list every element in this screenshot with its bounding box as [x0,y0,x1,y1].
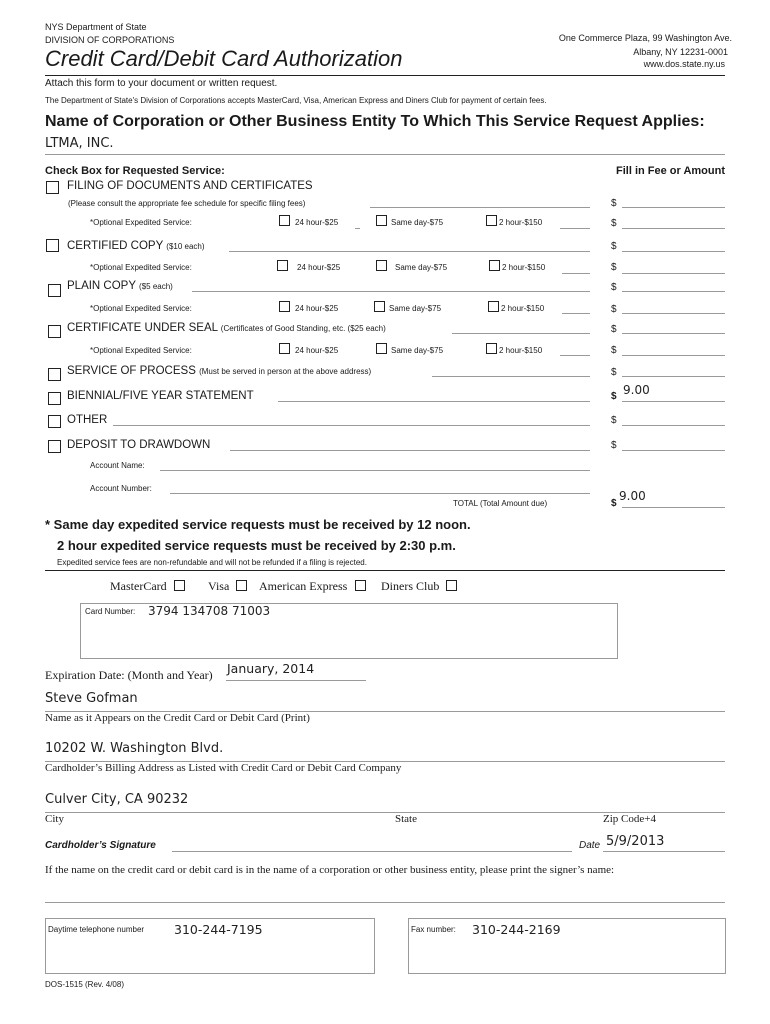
fee-heading: Fill in Fee or Amount [616,165,725,177]
deposit-label: DEPOSIT TO DRAWDOWN [67,439,211,451]
seal-dollar: $ [611,324,617,335]
plain-fee: ($5 each) [139,282,173,291]
seal-optional-label: *Optional Expedited Service: [90,346,192,355]
accepts-note: The Department of State's Division of Corporations accepts MasterCard, Visa, American Express and Diners Club for payment of certain fees. [45,96,547,105]
card-number-label: Card Number: [85,607,136,616]
certified-sameday-label: Same day-$75 [395,263,448,272]
date-label: Date [579,840,601,851]
biennial-line [278,401,590,402]
expiration-label: Expiration Date: (Month and Year) [45,668,213,682]
filing-fee-line[interactable] [622,207,725,208]
filing-line [370,207,590,208]
seal-24hr-checkbox[interactable] [279,343,290,354]
certified-24hr-checkbox[interactable] [277,260,288,271]
billing-address-value[interactable]: 10202 W. Washington Blvd. [45,741,224,756]
deposit-line [230,450,590,451]
card-number-box[interactable] [80,603,618,659]
form-title: Credit Card/Debit Card Authorization [45,46,403,71]
total-dollar: $ [611,498,617,509]
seal-2hr-label: 2 hour-$150 [499,346,543,355]
form-id: DOS-1515 (Rev. 4/08) [45,980,124,989]
account-number-label: Account Number: [90,484,152,493]
expiration-line [226,680,366,681]
certified-2hr-checkbox[interactable] [489,260,500,271]
seal-label: CERTIFICATE UNDER SEAL [67,322,218,334]
seal-24hr-label: 24 hour-$25 [295,346,339,355]
entity-name-line [45,154,725,155]
mastercard-checkbox[interactable] [174,580,185,591]
certified-label: CERTIFIED COPY [67,240,164,252]
address-line-1: One Commerce Plaza, 99 Washington Ave. [558,33,732,43]
dept-name: NYS Department of State [45,22,147,32]
other-line[interactable] [113,425,590,426]
plain-sameday-label: Same day-$75 [389,304,442,313]
process-fee-line[interactable] [622,376,725,377]
seal-opt-dollar: $ [611,345,617,356]
biennial-fee-line [622,401,725,402]
fax-label: Fax number: [411,925,456,934]
account-name-label: Account Name: [90,461,145,470]
date-value[interactable]: 5/9/2013 [606,834,665,849]
certified-fee: ($10 each) [166,242,205,251]
entity-signer-note: If the name on the credit card or debit card is in the name of a corporation or other business entity, please print the signer’s name: [45,864,615,876]
seal-opt-fee-line[interactable] [622,355,725,356]
plain-24hr-label: 24 hour-$25 [295,304,339,313]
biennial-dollar: $ [611,391,617,402]
seal-line [452,333,590,334]
other-checkbox[interactable] [48,415,61,428]
total-label: TOTAL (Total Amount due) [453,499,548,508]
deposit-dollar: $ [611,440,617,451]
certified-sameday-checkbox[interactable] [376,260,387,271]
website: www.dos.state.ny.us [643,59,725,69]
deposit-fee-line[interactable] [622,450,725,451]
biennial-amount[interactable]: 9.00 [623,383,650,397]
plain-opt-dollar: $ [611,304,617,315]
signature-label: Cardholder’s Signature [45,840,156,851]
amex-label: American Express [259,579,348,593]
state-label: State [395,813,417,825]
filing-sameday-label: Same day-$75 [391,218,444,227]
entity-heading: Name of Corporation or Other Business Entity To Which This Service Request Applies: [45,113,705,130]
filing-24hr-checkbox[interactable] [279,215,290,226]
plain-label-wrap [67,280,173,292]
amex-checkbox[interactable] [355,580,366,591]
filing-24hr-label: 24 hour-$25 [295,218,339,227]
certified-line [229,251,590,252]
plain-checkbox[interactable] [48,284,61,297]
two-hour-note: 2 hour expedited service requests must be received by 2:30 p.m. [57,538,456,553]
other-dollar: $ [611,415,617,426]
seal-checkbox[interactable] [48,325,61,338]
process-note: (Must be served in person at the above address) [199,367,372,376]
other-fee-line[interactable] [622,425,725,426]
seal-fee-line[interactable] [622,333,725,334]
filing-opt-gap [355,228,360,229]
filing-checkbox[interactable] [46,181,59,194]
plain-label: PLAIN COPY [67,280,136,292]
seal-sameday-label: Same day-$75 [391,346,444,355]
diners-checkbox[interactable] [446,580,457,591]
seal-label-wrap [67,322,386,334]
seal-note: (Certificates of Good Standing, etc. ($25 each) [220,324,386,333]
header-rule [45,75,725,76]
process-dollar: $ [611,367,617,378]
visa-checkbox[interactable] [236,580,247,591]
filing-note: (Please consult the appropriate fee schedule for specific filing fees) [68,199,306,208]
plain-sameday-checkbox[interactable] [374,301,385,312]
total-amount[interactable]: 9.00 [619,489,646,503]
phone-value[interactable]: 310-244-7195 [174,922,263,937]
filing-dollar: $ [611,198,617,209]
phone-label: Daytime telephone number [48,925,145,934]
certified-opt-dollar: $ [611,262,617,273]
phone-box[interactable] [45,918,375,974]
process-checkbox[interactable] [48,368,61,381]
plain-2hr-checkbox[interactable] [488,301,499,312]
holder-name-value[interactable]: Steve Gofman [45,691,138,706]
mastercard-label: MasterCard [110,579,167,593]
plain-fee-line[interactable] [622,291,725,292]
entity-signer-line[interactable] [45,902,725,903]
certified-opt-fee-line[interactable] [622,273,725,274]
fax-value[interactable]: 310-244-2169 [472,922,561,937]
biennial-checkbox[interactable] [48,392,61,405]
signature-line[interactable] [172,851,572,852]
certified-opt-line [562,273,590,274]
plain-opt-fee-line[interactable] [622,313,725,314]
seal-sameday-checkbox[interactable] [376,343,387,354]
entity-name-value[interactable]: LTMA, INC. [45,136,114,151]
city-label: City [45,813,64,825]
plain-24hr-checkbox[interactable] [279,301,290,312]
other-label: OTHER [67,414,108,426]
expiration-value[interactable]: January, 2014 [227,661,315,676]
process-line [432,376,590,377]
certified-2hr-label: 2 hour-$150 [502,263,546,272]
biennial-label: BIENNIAL/FIVE YEAR STATEMENT [67,390,254,402]
certified-optional-label: *Optional Expedited Service: [90,263,192,272]
check-heading: Check Box for Requested Service: [45,165,225,177]
division-name: DIVISION OF CORPORATIONS [45,35,175,45]
billing-address-label: Cardholder’s Billing Address as Listed with Credit Card or Debit Card Company [45,762,402,774]
same-day-note: * Same day expedited service requests must be received by 12 noon. [45,517,471,532]
certified-fee-line[interactable] [622,251,725,252]
process-label: SERVICE OF PROCESS [67,365,196,377]
account-number-line[interactable] [170,493,590,494]
plain-dollar: $ [611,282,617,293]
notes-rule [45,570,725,571]
process-label-wrap [67,365,371,377]
filing-opt-fee-line[interactable] [622,228,725,229]
account-name-line[interactable] [160,470,590,471]
certified-dollar: $ [611,241,617,252]
seal-opt-line [560,355,590,356]
certified-label-wrap [67,240,205,252]
diners-label: Diners Club [381,579,440,593]
attach-note: Attach this form to your document or written request. [45,78,278,89]
seal-2hr-checkbox[interactable] [486,343,497,354]
filing-optional-label: *Optional Expedited Service: [90,218,192,227]
date-line [603,851,725,852]
certified-checkbox[interactable] [46,239,59,252]
plain-line [192,291,590,292]
total-fee-line [622,507,725,508]
zip-label: Zip Code+4 [603,813,656,825]
deposit-checkbox[interactable] [48,440,61,453]
nonrefundable-note: Expedited service fees are non-refundable and will not be refunded if a filing is rejected. [57,558,367,567]
filing-2hr-label: 2 hour-$150 [499,218,543,227]
certified-24hr-label: 24 hour-$25 [297,263,341,272]
holder-name-label: Name as it Appears on the Credit Card or Debit Card (Print) [45,712,310,724]
city-value[interactable]: Culver City, CA 90232 [45,792,189,807]
filing-opt-dollar: $ [611,218,617,229]
filing-sameday-checkbox[interactable] [376,215,387,226]
fax-box[interactable] [408,918,726,974]
plain-2hr-label: 2 hour-$150 [501,304,545,313]
plain-optional-label: *Optional Expedited Service: [90,304,192,313]
address-line-2: Albany, NY 12231-0001 [633,47,728,57]
plain-opt-line [562,313,590,314]
visa-label: Visa [208,579,230,593]
filing-opt-line [560,228,590,229]
filing-2hr-checkbox[interactable] [486,215,497,226]
card-number-value[interactable]: 3794 134708 71003 [148,604,271,618]
filing-label: FILING OF DOCUMENTS AND CERTIFICATES [67,180,313,192]
